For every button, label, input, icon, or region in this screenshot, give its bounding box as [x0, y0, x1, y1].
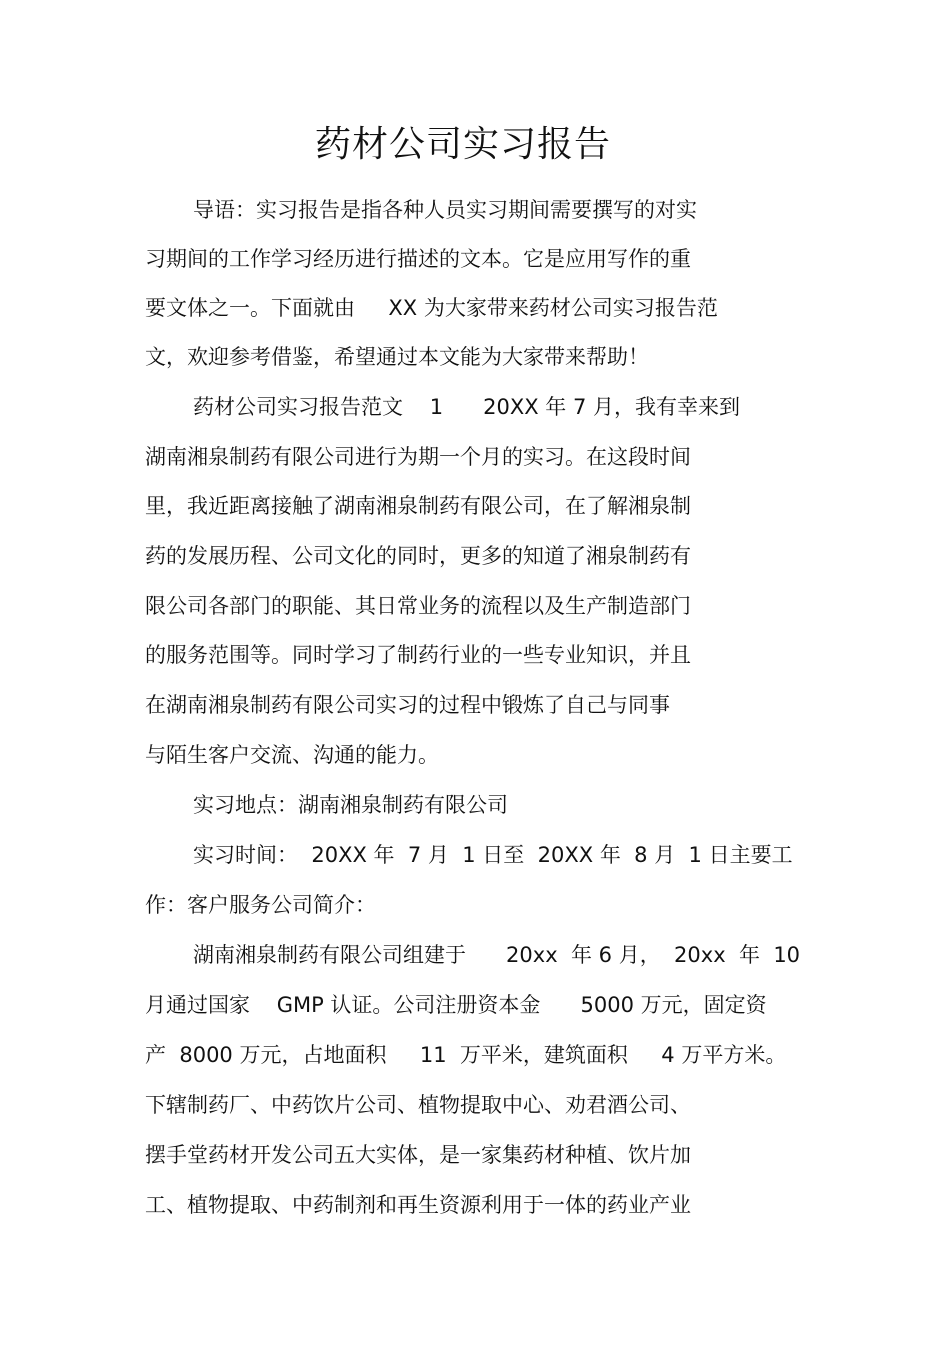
paragraph-line: 实习时间： 20XX 年 7 月 1 日至 20XX 年 8 月 1 日主要工 [193, 843, 793, 867]
paragraph-line: 在湖南湘泉制药有限公司实习的过程中锻炼了自己与同事 [145, 693, 670, 717]
paragraph-line: 与陌生客户交流、沟通的能力。 [145, 743, 439, 767]
paragraph-line: 实习地点：湖南湘泉制药有限公司 [193, 793, 508, 817]
paragraph-line: 里，我近距离接触了湖南湘泉制药有限公司，在了解湘泉制 [145, 494, 691, 518]
paragraph-line: 文，欢迎参考借鉴，希望通过本文能为大家带来帮助！ [145, 345, 649, 369]
paragraph-line: 要文体之一。下面就由 XX 为大家带来药材公司实习报告范 [145, 296, 718, 320]
paragraph-line: 导语：实习报告是指各种人员实习期间需要撰写的对实 [193, 198, 697, 222]
paragraph-line: 摆手堂药材开发公司五大实体，是一家集药材种植、饮片加 [145, 1143, 691, 1167]
paragraph-line: 的服务范围等。同时学习了制药行业的一些专业知识，并且 [145, 643, 691, 667]
paragraph-line: 下辖制药厂、中药饮片公司、植物提取中心、劝君酒公司、 [145, 1093, 691, 1117]
paragraph-line: 药材公司实习报告范文 1 20XX 年 7 月，我有幸来到 [193, 395, 740, 419]
paragraph-line: 湖南湘泉制药有限公司进行为期一个月的实习。在这段时间 [145, 445, 691, 469]
paragraph-line: 湖南湘泉制药有限公司组建于 20xx 年 6 月， 20xx 年 10 [193, 943, 801, 967]
paragraph-line: 工、植物提取、中药制剂和再生资源利用于一体的药业产业 [145, 1193, 691, 1217]
paragraph-line: 药的发展历程、公司文化的同时，更多的知道了湘泉制药有 [145, 544, 691, 568]
paragraph-line: 产 8000 万元，占地面积 11 万平米，建筑面积 4 万平方米。 [145, 1043, 787, 1067]
paragraph-line: 月通过国家 GMP 认证。公司注册资本金 5000 万元，固定资 [145, 993, 767, 1017]
paragraph-line: 限公司各部门的职能、其日常业务的流程以及生产制造部门 [145, 594, 691, 618]
paragraph-line: 习期间的工作学习经历进行描述的文本。它是应用写作的重 [145, 247, 691, 271]
paragraph-line: 作：客户服务公司简介： [145, 893, 376, 917]
document-title: 药材公司实习报告 [314, 124, 611, 165]
